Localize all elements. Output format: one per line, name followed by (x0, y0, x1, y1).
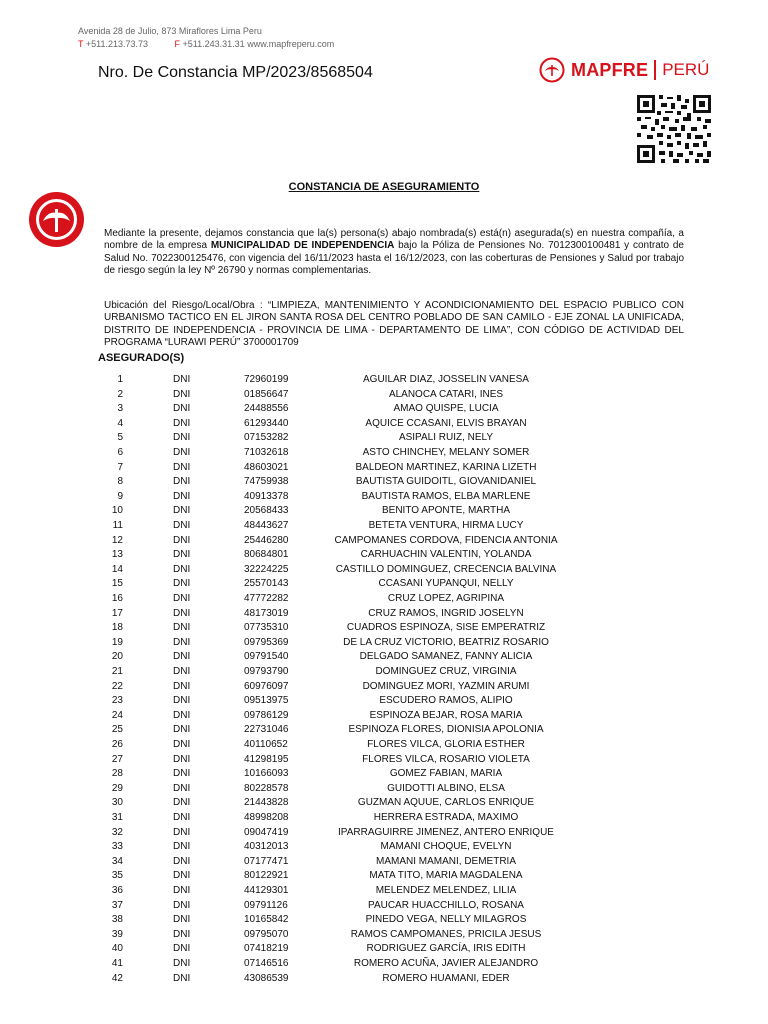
insured-name: MATA TITO, MARIA MAGDALENA (369, 870, 523, 882)
document-type: DNI (173, 768, 191, 780)
row-number: 37 (111, 899, 123, 911)
document-type: DNI (173, 972, 191, 984)
insured-name: PAUCAR HUACCHILLO, ROSANA (368, 899, 524, 911)
insured-row (0, 418, 768, 432)
insured-name: BAUTISTA RAMOS, ELBA MARLENE (361, 490, 531, 502)
document-type: DNI (173, 388, 191, 400)
document-type: DNI (173, 651, 191, 663)
insured-row (0, 724, 768, 738)
phone-label: T (78, 39, 84, 49)
insured-section-title: ASEGURADO(S) (98, 352, 185, 364)
qr-code-icon (637, 95, 711, 163)
row-number: 15 (111, 578, 123, 590)
insured-name: MAMANI MAMANI, DEMETRIA (375, 855, 516, 867)
insured-row (0, 403, 768, 417)
insured-name: ASIPALI RUIZ, NELY (398, 432, 494, 444)
document-number: 48603021 (244, 461, 289, 473)
insured-row (0, 666, 768, 680)
logo-divider (654, 60, 656, 80)
insured-row (0, 681, 768, 695)
document-type: DNI (173, 534, 191, 546)
insured-name: FLORES VILCA, GLORIA ESTHER (367, 739, 525, 750)
row-number: 9 (117, 490, 123, 502)
document-type: DNI (173, 680, 191, 692)
insured-row (0, 549, 768, 563)
document-type: DNI (173, 958, 191, 969)
document-type: DNI (173, 636, 191, 648)
document-type: DNI (173, 899, 191, 911)
insured-name: MAMANI CHOQUE, EVELYN (380, 841, 512, 853)
document-type: DNI (173, 607, 191, 619)
row-number: 19 (111, 636, 123, 648)
document-number: 44129301 (244, 885, 289, 896)
document-type: DNI (173, 724, 191, 736)
insured-name: AQUICE CCASANI, ELVIS BRAYAN (365, 417, 527, 429)
row-number: 27 (111, 753, 123, 765)
document-number: 71032618 (244, 447, 289, 458)
contact-line (78, 38, 334, 51)
document-number: 09795070 (244, 928, 289, 940)
insured-name: ROMERO ACUÑA, JAVIER ALEJANDRO (353, 958, 539, 969)
row-number: 21 (111, 666, 123, 677)
document-number: 07418219 (244, 943, 289, 955)
insured-name: BENITO APONTE, MARTHA (382, 505, 510, 517)
document-type: DNI (173, 622, 191, 634)
insured-name: AMAO QUISPE, LUCIA (393, 403, 499, 415)
document-number: 61293440 (244, 417, 289, 429)
row-number: 38 (111, 914, 123, 926)
document-number: 07735310 (244, 622, 289, 634)
row-number: 5 (117, 432, 123, 444)
insured-row (0, 432, 768, 446)
insured-name: BETETA VENTURA, HIRMA LUCY (368, 520, 524, 531)
row-number: 32 (111, 826, 123, 838)
document-number: 24488556 (244, 403, 289, 415)
document-number: 07153282 (244, 432, 289, 444)
document-type: DNI (173, 374, 191, 385)
insured-row (0, 535, 768, 549)
insured-row (0, 462, 768, 476)
row-number: 39 (111, 928, 123, 940)
row-number: 17 (111, 607, 123, 619)
insured-name: GUZMAN AQUUE, CARLOS ENRIQUE (357, 797, 535, 809)
insured-name: GUIDOTTI ALBINO, ELSA (387, 782, 505, 794)
document-number: 09795369 (244, 636, 289, 648)
row-number: 35 (111, 870, 123, 882)
document-number: 09793790 (244, 666, 289, 677)
document-number: 43086539 (244, 972, 289, 984)
coverage-text-details: bajo la Póliza de Pensiones No. 7012300100481 y contrato de Salud No. 7022300125476, con vigencia del 16/11/2023 hasta el 16/12/2023, con las coberturas de Pensiones y Salud por trabajo de riesgo según la ley Nº 26790 y normas complementarias. (104, 240, 684, 277)
document-type: DNI (173, 753, 191, 765)
row-number: 3 (117, 403, 123, 415)
insured-row (0, 841, 768, 855)
document-number: 25446280 (244, 534, 289, 546)
insured-row (0, 827, 768, 841)
document-number: 09791126 (244, 899, 288, 911)
document-type: DNI (173, 855, 191, 867)
row-number: 18 (111, 622, 123, 634)
insured-name: FLORES VILCA, ROSARIO VIOLETA (362, 753, 530, 765)
insured-name: ASTO CHINCHEY, MELANY SOMER (362, 447, 530, 458)
row-number: 11 (112, 520, 123, 531)
fax-and-website: +511.243.31.31 www.mapfreperu.com (182, 39, 335, 49)
insured-name: DELGADO SAMANEZ, FANNY ALICIA (359, 651, 533, 663)
address-line: Avenida 28 de Julio, 873 Miraflores Lima Peru (78, 26, 262, 36)
insured-name: ROMERO HUAMANI, EDER (382, 972, 510, 984)
fax-label: F (174, 39, 181, 49)
insured-name: CCASANI YUPANQUI, NELLY (378, 578, 514, 590)
insured-row (0, 564, 768, 578)
document-number: 48998208 (244, 812, 289, 823)
document-type: DNI (173, 812, 191, 823)
insured-row (0, 739, 768, 753)
document-number: 22731046 (244, 724, 289, 736)
constancia-number: Nro. De Constancia MP/2023/8568504 (98, 64, 373, 81)
document-number: 41298195 (244, 753, 289, 765)
row-number: 12 (111, 534, 123, 546)
document-type: DNI (173, 476, 191, 488)
document-number: 09513975 (244, 695, 289, 707)
mapfre-emblem-icon (539, 57, 565, 83)
document-number: 60976097 (244, 680, 289, 692)
insured-name: CRUZ RAMOS, INGRID JOSELYN (368, 607, 524, 619)
document-type: DNI (173, 417, 191, 429)
logo-brand-text: MAPFRE (571, 59, 649, 80)
insured-name: RODRIGUEZ GARCÍA, IRIS EDITH (366, 943, 526, 955)
risk-location-paragraph: Ubicación del Riesgo/Local/Obra : “LIMPIEZA, MANTENIMIENTO Y ACONDICIONAMIENTO DEL ESPACIO PUBLICO CON URBANISMO TACTICO EN EL JIRON SANTA ROSA DEL CENTRO POBLADO DE SAN CAMILO - EJE ZONAL LA UNIFICADA, DISTRITO DE INDEPENDENCIA - PROVINCIA DE LIMA - DEPARTAMENTO DE LIMA”, CON CÓDIGO DE ACTIVIDAD DEL PROGRAMA “LURAWI PERÚ” 3700001709 (104, 300, 684, 349)
document-type: DNI (173, 885, 191, 896)
insured-row (0, 958, 768, 972)
insured-row (0, 593, 768, 607)
insured-name: RAMOS CAMPOMANES, PRICILA JESUS (350, 928, 542, 940)
insured-name: ALANOCA CATARI, INES (388, 388, 504, 400)
document-number: 80228578 (244, 782, 289, 794)
document-number: 01856647 (244, 388, 289, 400)
document-number: 10166093 (244, 768, 289, 780)
document-number: 07177471 (244, 855, 289, 867)
row-number: 25 (111, 724, 123, 736)
row-number: 8 (117, 476, 123, 488)
insured-row (0, 651, 768, 665)
row-number: 7 (117, 461, 123, 473)
document-type: DNI (173, 943, 191, 955)
insured-row (0, 856, 768, 870)
insured-name: BAUTISTA GUIDOITL, GIOVANIDANIEL (355, 476, 537, 488)
document-type: DNI (173, 709, 191, 721)
row-number: 14 (111, 563, 123, 575)
row-number: 34 (111, 855, 123, 867)
insured-row (0, 797, 768, 811)
row-number: 29 (111, 782, 123, 794)
company-address-block (78, 25, 334, 51)
document-type: DNI (173, 490, 191, 502)
row-number: 16 (111, 593, 123, 604)
document-number: 09786129 (244, 709, 289, 721)
document-type: DNI (173, 593, 191, 604)
insured-name: GOMEZ FABIAN, MARIA (389, 768, 503, 780)
document-number: 20568433 (244, 505, 289, 517)
insured-name: CARHUACHIN VALENTIN, YOLANDA (360, 549, 532, 561)
document-type: DNI (173, 914, 191, 926)
document-type: DNI (173, 666, 191, 677)
insured-row (0, 389, 768, 403)
row-number: 33 (111, 841, 123, 853)
insured-row (0, 637, 768, 651)
document-type: DNI (173, 549, 191, 561)
insured-name: PINEDO VEGA, NELLY MILAGROS (365, 914, 527, 926)
row-number: 22 (111, 680, 123, 692)
logo-country-text: PERÚ (662, 60, 710, 79)
insured-name: HERRERA ESTRADA, MAXIMO (373, 812, 519, 823)
insured-name: ESCUDERO RAMOS, ALIPIO (379, 695, 513, 707)
document-number: 74759938 (244, 476, 289, 488)
row-number: 10 (111, 505, 123, 517)
document-number: 09791540 (244, 651, 289, 663)
insured-row (0, 870, 768, 884)
insured-row (0, 783, 768, 797)
coverage-paragraph (104, 228, 684, 278)
row-number: 24 (111, 709, 123, 721)
document-number: 80122921 (244, 870, 289, 882)
document-type: DNI (173, 826, 191, 838)
row-number: 2 (117, 388, 123, 400)
insured-row (0, 695, 768, 709)
document-number: 21443828 (244, 797, 289, 809)
row-number: 23 (111, 695, 123, 707)
document-type: DNI (173, 797, 191, 809)
insured-name: CUADROS ESPINOZA, SISE EMPERATRIZ (346, 622, 546, 634)
document-number: 72960199 (244, 374, 289, 385)
document-number: 80684801 (244, 549, 289, 561)
row-number: 1 (117, 374, 123, 385)
document-number: 48173019 (244, 607, 289, 619)
insured-name: DE LA CRUZ VICTORIO, BEATRIZ ROSARIO (343, 636, 549, 648)
insured-name: IPARRAGUIRRE JIMENEZ, ANTERO ENRIQUE (338, 826, 554, 838)
document-type: DNI (173, 578, 191, 590)
insured-row (0, 973, 768, 987)
document-type: DNI (173, 870, 191, 882)
insured-row (0, 914, 768, 928)
document-type: DNI (173, 782, 191, 794)
insured-name: AGUILAR DIAZ, JOSSELIN VANESA (363, 374, 529, 385)
document-number: 10165842 (244, 914, 289, 926)
document-heading: CONSTANCIA DE ASEGURAMIENTO (288, 181, 480, 193)
row-number: 6 (117, 447, 123, 458)
row-number: 42 (111, 972, 123, 984)
document-type: DNI (173, 841, 191, 853)
phone-number: +511.213.73.73 (85, 39, 149, 49)
document-type: DNI (173, 505, 191, 517)
row-number: 13 (111, 549, 123, 561)
document-number: 40312013 (244, 841, 289, 853)
insured-row (0, 754, 768, 768)
document-type: DNI (173, 739, 191, 750)
insured-row (0, 943, 768, 957)
row-number: 4 (117, 417, 123, 429)
coverage-text-intro: Mediante la presente, dejamos constancia que la(s) persona(s) abajo nombrada(s) está(n) asegurada(s) en nuestra compañía, a nombre de la empresa (104, 228, 684, 252)
document-type: DNI (173, 447, 191, 458)
mapfre-peru-logo (539, 57, 709, 83)
row-number: 26 (111, 739, 123, 750)
insured-row (0, 374, 768, 388)
insured-name: ESPINOZA BEJAR, ROSA MARIA (369, 709, 523, 721)
document-number: 32224225 (244, 563, 289, 575)
insured-row (0, 900, 768, 914)
insured-name: ESPINOZA FLORES, DIONISIA APOLONIA (348, 724, 544, 736)
insured-company-name: MUNICIPALIDAD DE INDEPENDENCIA (210, 240, 395, 252)
insured-row (0, 505, 768, 519)
insured-row (0, 608, 768, 622)
insured-row (0, 885, 768, 899)
row-number: 31 (111, 812, 123, 823)
insured-row (0, 520, 768, 534)
insured-row (0, 491, 768, 505)
row-number: 30 (111, 797, 123, 809)
document-number: 47772282 (244, 593, 289, 604)
document-number: 07146516 (244, 958, 289, 969)
row-number: 41 (111, 958, 123, 969)
row-number: 40 (111, 943, 123, 955)
document-type: DNI (173, 461, 191, 473)
insured-row (0, 768, 768, 782)
insured-name: BALDEON MARTINEZ, KARINA LIZETH (355, 461, 537, 473)
document-type: DNI (173, 928, 191, 940)
document-type: DNI (173, 403, 191, 415)
insured-row (0, 812, 768, 826)
insured-row (0, 929, 768, 943)
insured-row (0, 476, 768, 490)
insured-row (0, 447, 768, 461)
document-type: DNI (173, 520, 191, 531)
insured-name: MELENDEZ MELENDEZ, LILIA (375, 885, 517, 896)
insured-row (0, 578, 768, 592)
row-number: 20 (111, 651, 123, 663)
document-number: 25570143 (244, 578, 289, 590)
insured-name: CAMPOMANES CORDOVA, FIDENCIA ANTONIA (334, 534, 558, 546)
document-number: 48443627 (244, 520, 289, 531)
document-number: 09047419 (244, 826, 289, 838)
insured-row (0, 710, 768, 724)
row-number: 28 (111, 768, 123, 780)
document-type: DNI (173, 432, 191, 444)
insured-name: CASTILLO DOMINGUEZ, CRECENCIA BALVINA (335, 563, 557, 575)
document-number: 40913378 (244, 490, 289, 502)
insured-name: CRUZ LOPEZ, AGRIPINA (387, 593, 505, 604)
mapfre-emblem-icon (29, 192, 84, 247)
insured-row (0, 622, 768, 636)
row-number: 36 (111, 885, 123, 896)
document-type: DNI (173, 563, 191, 575)
insured-name: DOMINGUEZ MORI, YAZMIN ARUMI (362, 680, 530, 692)
document-type: DNI (173, 695, 191, 707)
insured-name: DOMINGUEZ CRUZ, VIRGINIA (375, 666, 517, 677)
document-number: 40110652 (244, 739, 288, 750)
